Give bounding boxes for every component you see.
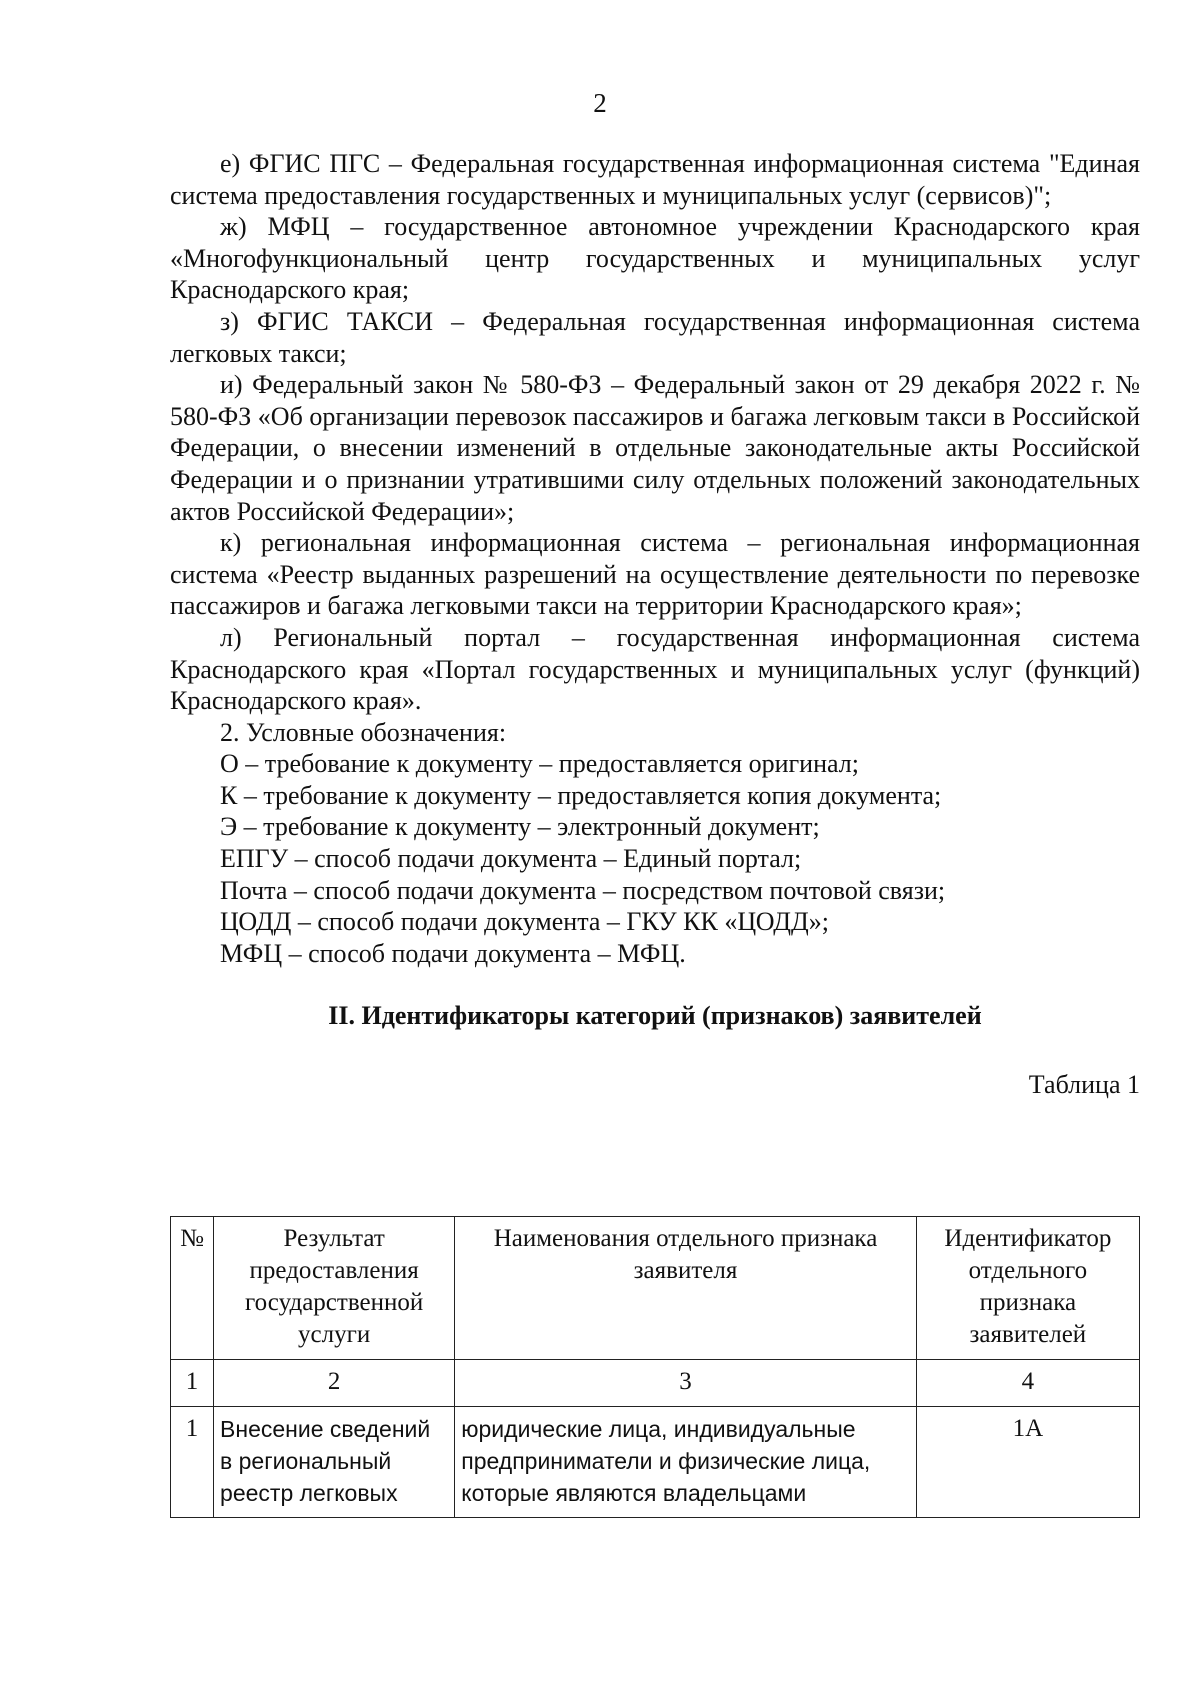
legend-item: МФЦ – способ подачи документа – МФЦ. (220, 938, 686, 968)
row-feature-name: юридические лица, индивидуальные предприниматели и физические лица, которые являются владельцами (455, 1407, 916, 1518)
column-number: 4 (916, 1360, 1139, 1407)
header-result: Результат предоставления государственной услуги (214, 1217, 455, 1360)
definition-item-zh: ж) МФЦ – государственное автономное учреждении Краснодарского края «Многофункциональный центр государственных и муниципальных услуг Краснодарского края; (170, 212, 1140, 305)
column-number: 2 (214, 1360, 455, 1407)
header-number: № (171, 1217, 214, 1360)
definition-item-k: к) региональная информационная система – региональная информационная система «Реестр выданных разрешений на осуществление деятельности по перевозке пассажиров и багажа легковыми такси на территории Краснодарского края»; (170, 528, 1140, 621)
table-row (171, 1407, 1140, 1518)
definition-item-i: и) Федеральный закон № 580-ФЗ – Федеральный закон от 29 декабря 2022 г. № 580-ФЗ «Об организации перевозок пассажиров и багажа легковым такси в Российской Федерации, о внесении изменений в отдельные законодательные акты Российской Федерации и о признании утратившими силу отдельных положений законодательных актов Российской Федерации»; (170, 370, 1140, 526)
table-caption: Таблица 1 (1028, 1070, 1140, 1100)
definition-item-l: л) Региональный портал – государственная информационная система Краснодарского края «Портал государственных и муниципальных услуг (функций) Краснодарского края». (170, 622, 1140, 716)
column-number: 3 (455, 1360, 916, 1407)
section-title: II. Идентификаторы категорий (признаков) заявителей (328, 1001, 982, 1031)
header-identifier: Идентификатор отдельного признака заявителей (916, 1217, 1139, 1360)
row-identifier: 1А (916, 1407, 1139, 1518)
legend-item: К – требование к документу – предоставляется копия документа; (220, 780, 942, 810)
column-number: 1 (171, 1360, 214, 1407)
header-feature-name: Наименования отдельного признака заявителя (455, 1217, 916, 1360)
legend-item: О – требование к документу – предоставляется оригинал; (220, 749, 859, 779)
row-number: 1 (171, 1407, 214, 1518)
page-number: 2 (593, 88, 607, 118)
definition-item-z: з) ФГИС ТАКСИ – Федеральная государственная информационная система легковых такси; (170, 306, 1140, 368)
definition-item-e: е) ФГИС ПГС – Федеральная государственная информационная система "Единая система предоставления государственных и муниципальных услуг (сервисов)"; (170, 149, 1140, 210)
legend-item: Э – требование к документу – электронный документ; (220, 812, 820, 842)
column-numbers-row (171, 1360, 1140, 1407)
applicant-identifiers-table (170, 1216, 1140, 1518)
document-body (170, 148, 1140, 1101)
legend-heading: 2. Условные обозначения: (220, 717, 507, 747)
legend-item: ЦОДД – способ подачи документа – ГКУ КК «ЦОДД»; (220, 907, 829, 937)
table-header-row (171, 1217, 1140, 1360)
legend-item: Почта – способ подачи документа – посредством почтовой связи; (220, 875, 946, 905)
legend-item: ЕПГУ – способ подачи документа – Единый портал; (220, 844, 802, 874)
row-result: Внесение сведений в региональный реестр легковых (214, 1407, 455, 1518)
